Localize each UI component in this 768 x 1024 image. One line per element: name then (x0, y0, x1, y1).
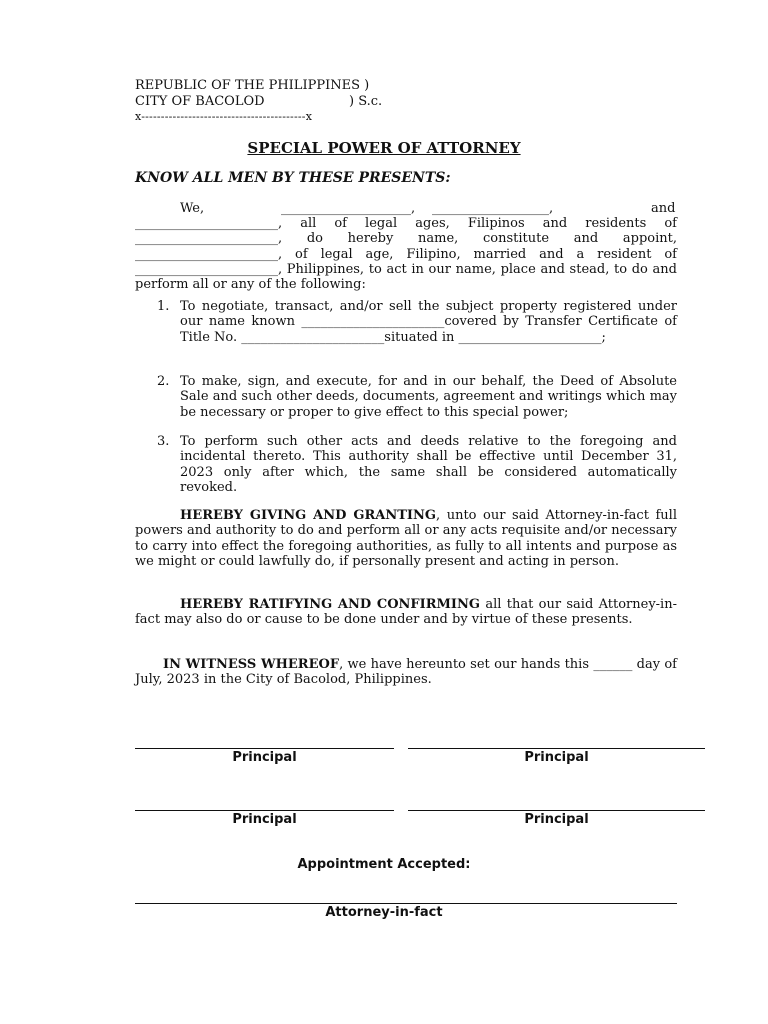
intro-blank-a: ____________________, (281, 201, 416, 216)
intro-blank-b: __________________, (432, 201, 554, 216)
witness-paragraph (135, 657, 677, 688)
caption-republic: REPUBLIC OF THE PHILIPPINES ) (135, 78, 370, 93)
appointment-accepted-label: Appointment Accepted: (297, 857, 471, 872)
granting-lead: HEREBY GIVING AND GRANTING (180, 508, 436, 523)
caption-separator: x------------------------------------------x (135, 110, 313, 123)
intro-we: We, (180, 201, 205, 216)
intro-paragraph: ______________________, all of legal ages, Filipinos and residents of ______________________, do hereby name, constitute and appoint, ______________________, of legal age, Filipino, married and a resident of ______________________, Philippines, to act in our name, place and stead, to do and perform all or any of the following: (135, 216, 677, 293)
list-item (135, 434, 677, 495)
list-item-text: To perform such other acts and deeds relative to the foregoing and incidental thereto. This authority shall be effective until December 31, 2023 only after which, the same shall be considered automatically revoked. (180, 434, 677, 495)
intro-and: and (651, 201, 676, 216)
signature-line-principal-4 (408, 810, 705, 811)
list-item-number: 3. (157, 434, 170, 449)
principal-label-2: Principal (524, 750, 589, 765)
principal-label-3: Principal (232, 812, 297, 827)
witness-lead: IN WITNESS WHEREOF (163, 657, 340, 672)
know-all-heading: KNOW ALL MEN BY THESE PRESENTS: (135, 170, 451, 186)
ratifying-text: all that our said Attorney-in-fact may also do or cause to be done under and by virtue of these presents. (135, 597, 677, 628)
caption-sc: ) S.c. (349, 94, 383, 109)
signature-line-principal-2 (408, 748, 705, 749)
attorney-in-fact-label: Attorney-in-fact (325, 905, 443, 920)
list-item (135, 374, 677, 420)
granting-text: , unto our said Attorney-in-fact full powers and authority to do and perform all or any acts requisite and/or necessary to carry into effect the foregoing authorities, as fully to all intents and purpose as we might or could lawfully do, if personally present and acting in person. (135, 508, 677, 569)
principal-label-4: Principal (524, 812, 589, 827)
ratifying-lead: HEREBY RATIFYING AND CONFIRMING (180, 597, 480, 612)
list-item-number: 1. (157, 299, 170, 314)
witness-text: , we have hereunto set our hands this ______ day of July, 2023 in the City of Bacolod, Philippines. (135, 657, 677, 688)
signature-line-attorney (135, 903, 677, 904)
signature-line-principal-1 (135, 748, 394, 749)
list-item-text: To negotiate, transact, and/or sell the subject property registered under our name known ______________________covered by Transfer Certificate of Title No. ______________________situated in ______________________; (180, 299, 677, 345)
list-item-text: To make, sign, and execute, for and in our behalf, the Deed of Absolute Sale and such other deeds, documents, agreement and writings which may be necessary or proper to give effect to this special power; (180, 374, 677, 420)
principal-label-1: Principal (232, 750, 297, 765)
list-item (135, 299, 677, 345)
list-item-number: 2. (157, 374, 170, 389)
ratifying-paragraph (135, 597, 677, 628)
caption-city: CITY OF BACOLOD (135, 94, 265, 109)
document-title: SPECIAL POWER OF ATTORNEY (247, 139, 521, 157)
signature-line-principal-3 (135, 810, 394, 811)
granting-paragraph (135, 508, 677, 569)
